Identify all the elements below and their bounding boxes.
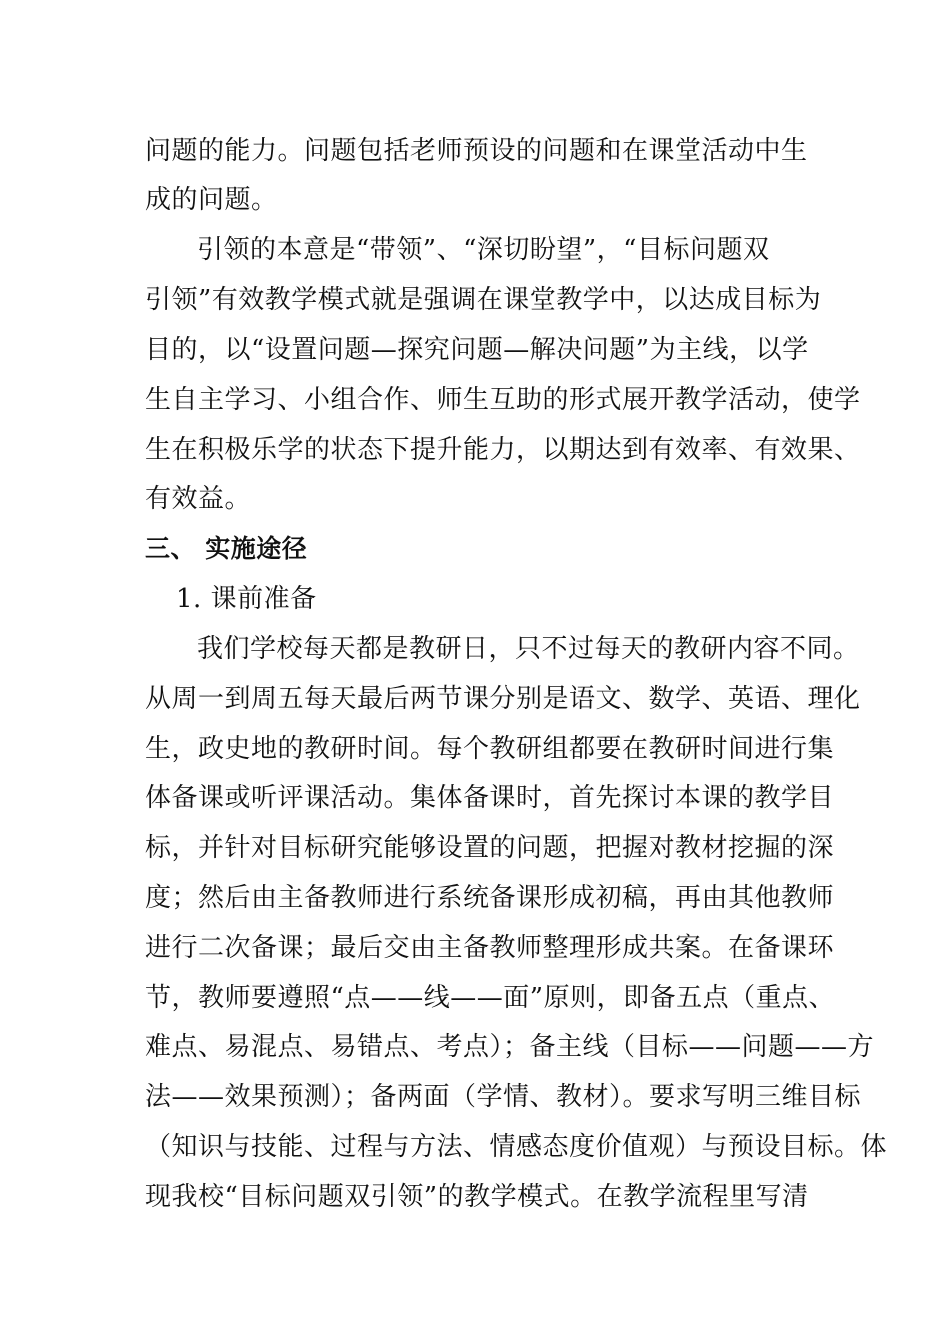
paragraph-line: 现我校“目标问题双引领”的教学模式。在教学流程里写清 xyxy=(145,1182,809,1212)
paragraph-line: 节，教师要遵照“点——线——面”原则，即备五点（重点、 xyxy=(145,983,836,1013)
paragraph-line: 引领的本意是“带领”、“深切盼望”，“目标问题双 xyxy=(197,235,770,265)
paragraph-line: 引领”有效教学模式就是强调在课堂教学中，以达成目标为 xyxy=(145,285,822,315)
paragraph-line: 标，并针对目标研究能够设置的问题，把握对教材挖掘的深 xyxy=(145,833,835,863)
paragraph-line: 问题的能力。问题包括老师预设的问题和在课堂活动中生 xyxy=(145,136,808,166)
paragraph-line: 度；然后由主备教师进行系统备课形成初稿，再由其他教师 xyxy=(145,883,835,913)
paragraph-line: 进行二次备课；最后交由主备教师整理形成共案。在备课环 xyxy=(145,933,835,963)
paragraph-line: 成的问题。 xyxy=(145,185,278,215)
paragraph-line: （知识与技能、过程与方法、情感态度价值观）与预设目标。体 xyxy=(145,1132,888,1162)
subsection-heading: 1. 课前准备 xyxy=(176,584,317,614)
paragraph-line: 目的，以“设置问题—探究问题—解决问题”为主线，以学 xyxy=(145,335,809,365)
paragraph-line: 生在积极乐学的状态下提升能力，以期达到有效率、有效果、 xyxy=(145,435,861,465)
paragraph-line: 体备课或听评课活动。集体备课时，首先探讨本课的教学目 xyxy=(145,783,835,813)
paragraph-line: 难点、易混点、易错点、考点）；备主线（目标——问题——方 xyxy=(145,1032,875,1062)
paragraph-line: 有效益。 xyxy=(145,484,252,514)
paragraph-line: 生，政史地的教研时间。每个教研组都要在教研时间进行集 xyxy=(145,734,835,764)
paragraph-line: 法——效果预测）；备两面（学情、教材）。要求写明三维目标 xyxy=(145,1082,862,1112)
section-heading: 三、 实施途径 xyxy=(145,534,308,563)
paragraph-line: 生自主学习、小组合作、师生互助的形式展开教学活动，使学 xyxy=(145,385,861,415)
paragraph-line: 从周一到周五每天最后两节课分别是语文、数学、英语、理化 xyxy=(145,684,861,714)
paragraph-line: 我们学校每天都是教研日，只不过每天的教研内容不同。 xyxy=(197,634,860,664)
